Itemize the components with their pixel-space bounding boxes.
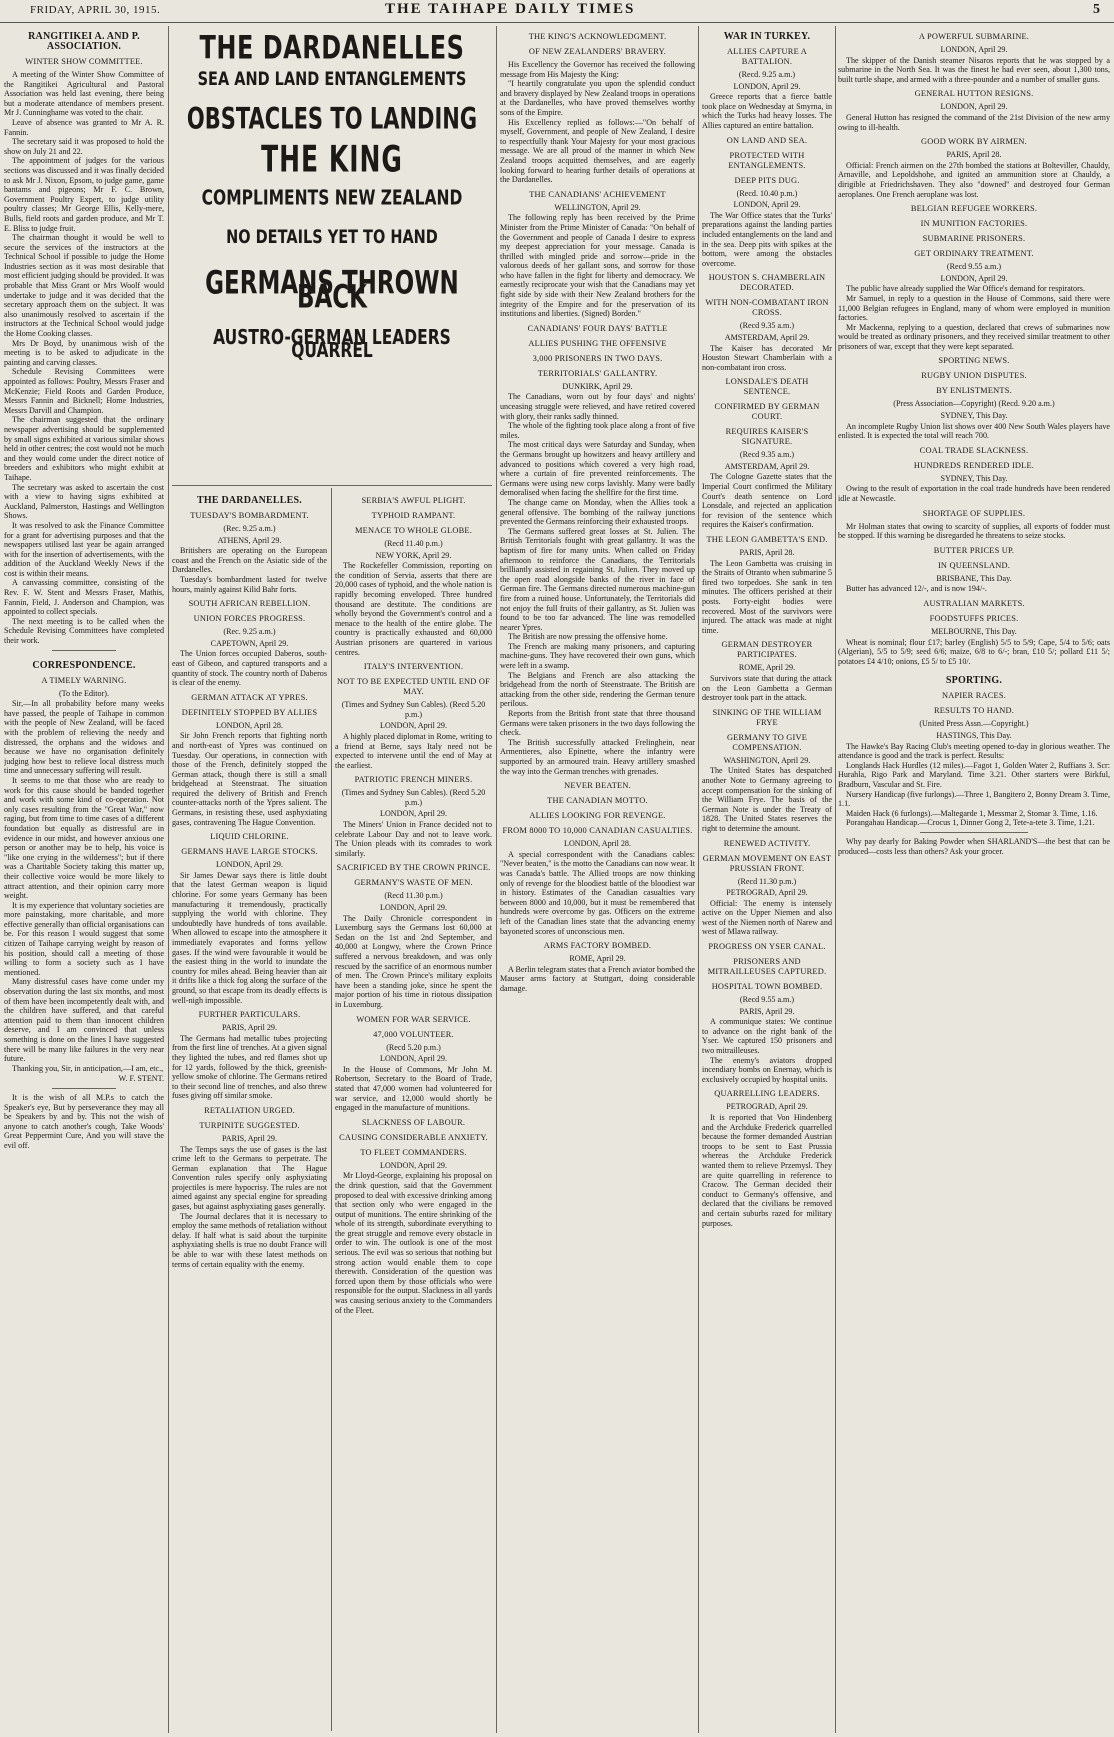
paragraph: Wheat is nominal; flour £17; barley (English) 5/5 to 5/9; Cape, 5/4 to 5/6; oats (Algerian), 5/5 to 5/9; seed 6/6; maize, 6/8 to 6/-; bran, £10 5/; pollard £11 5/; potatoes £4 4/10; onions, £5 5/ to £5 10/.	[838, 637, 1110, 666]
subheading: IN QUEENSLAND.	[937, 560, 1011, 570]
received-time: (Rec. 9.25 a.m.)	[223, 627, 276, 637]
dateline: LONDON, April 29.	[940, 45, 1008, 54]
signature: W. F. STENT.	[118, 1074, 164, 1084]
paragraph: The change came on Monday, when the Allies took a general offensive. The bombing of the railway junctions prevented the Germans reinforcing their exhausted troops.	[500, 497, 695, 527]
headline: RENEWED ACTIVITY.	[723, 838, 811, 848]
paragraph: The United States has despatched another Note to Germany agreeing to accept compensation for the sinking of the William Frye. The basis of the German Note is under the Treaty of 1828. The United States reserves the right to determine the amount.	[702, 766, 832, 833]
dateline: PETROGRAD, April 29.	[726, 888, 808, 898]
received-time: (Recd. 10.40 p.m.)	[736, 188, 798, 198]
paragraph: Owing to the result of exportation in the coal trade hundreds have been rendered idle at Newcastle.	[838, 484, 1110, 504]
headline: SINKING OF THE WILLIAM FRYE	[712, 707, 822, 727]
headline: SLACKNESS OF LABOUR.	[361, 1117, 466, 1127]
subheading: CAUSING CONSIDERABLE ANXIETY.	[339, 1132, 488, 1142]
headline: AUSTRALIAN MARKETS.	[923, 599, 1025, 608]
subheading: GERMAN MOVEMENT ON EAST PRUSSIAN FRONT.	[702, 853, 832, 873]
dateline: CAPETOWN, April 29.	[210, 638, 289, 648]
paragraph: The Canadians, worn out by four days' and nights' unceasing struggle were relieved, and have retired covered with glory, their ranks sadly thinned.	[500, 392, 695, 421]
headline: WOMEN FOR WAR SERVICE.	[356, 1014, 471, 1024]
dateline: DUNKIRK, April 29.	[562, 381, 633, 391]
paragraph: The Cologne Gazette states that the Imperial Court confirmed the Military Court's death sentence on Lord Lonsdale, and rejected an application for revision of the sentence which requires the Kaiser's confirmation.	[702, 472, 832, 530]
paragraph: The British are now pressing the offensive home.	[508, 632, 668, 642]
masthead	[0, 0, 1114, 23]
subheading: TUESDAY'S BOMBARDMENT.	[190, 511, 309, 520]
received-time: (Recd 9.55 a.m.)	[946, 262, 1002, 272]
headline: ARMS FACTORY BOMBED.	[543, 941, 652, 951]
headline: THE CANADIANS' ACHIEVEMENT	[529, 189, 666, 199]
column-5	[838, 30, 1110, 1731]
subheading: WITH NON-COMBATANT IRON CROSS.	[705, 298, 829, 318]
subheading: 47,000 VOLUNTEER.	[373, 1029, 454, 1039]
received-time: (Recd 9.35 a.m.)	[739, 450, 795, 460]
paragraph: The Germans suffered great losses at St. Julien. The British Territorials fought with great gallantry. It was the baptism of fire for many units. When called on Friday afternoon to reinforce the Canadians, the Territorials brilliantly assisted in regaining St. Julien. They moved up the open road alongside banks of the river in face of German fire. The Germans directed numerous machine-gun fire from a ruined house. Unfortunately, the Territorials did not enjoy the full fruits of their gallantry, as St. Julien was found to be too far advanced. The line was remodelled nearer Ypres.	[500, 526, 695, 632]
paragraph: Schedule Revising Committees were appointed as follows: Poultry, Messrs Fraser and McKenzie; Field Roots and Garden Produce, Messrs Fannin and Bicknell; Home Industries, Messrs Darvill and Champion.	[4, 367, 164, 415]
paragraph: A Berlin telegram states that a French aviator bombed the Mauser arms factory at Stuttgart, doing considerable damage.	[500, 964, 695, 993]
paragraph: The Temps says the use of gases is the last crime left to the Germans to perpetrate. The German explanation that The Hague Convention rules specify only asphyxiating projectiles is mere hypocrisy. The rules are not aimed against any special engine for spreading gases, but against asphyxiating gases generally.	[172, 1144, 327, 1212]
paragraph: In the House of Commons, Mr John M. Robertson, Secretary to the Board of Trade, stated that 47,000 women had volunteered for war service, and 12,000 would shortly be engaged in the manufacture of munitions.	[335, 1064, 492, 1113]
paragraph: A communique states: We continue to advance on the right bank of the Yser. We captured 150 prisoners and two mitrailleuses.	[702, 1017, 832, 1056]
paragraph: A canvassing committee, consisting of the Rev. F. W. Stent and Messrs Fraser, Mathis, Fannin, Field, J. Anderson and Champion, was appointed to collect specials.	[4, 578, 164, 617]
column-2b	[335, 492, 492, 1731]
dateline: ROME, April 29.	[738, 663, 796, 673]
banner-headline: THE DARDANELLES	[199, 30, 465, 67]
banner-headlines	[172, 30, 492, 480]
subheading: 3,000 PRISONERS IN TWO DAYS.	[532, 353, 663, 363]
headline: A POWERFUL SUBMARINE.	[918, 32, 1030, 41]
subheading: MENACE TO WHOLE GLOBE.	[355, 526, 472, 535]
paragraph: Mr Lloyd-George, explaining his proposal on the drink question, said that the Government proposed to deal with excessive drinking among that section only who were engaged in the output of munitions. The entire shrinking of the whole of its strength, subordinate everything to the great struggle and remove every obstacle in order to win. The outlook is one of the most serious. The evil was so serious that nothing but strong action would enable them to cope therewith. Consideration of the question was forced upon them by those officials who were responsible for the output. Slackness in all yards was causing serious anxiety to the Commanders of the Fleet.	[335, 1171, 492, 1315]
received-time: (Rec. 9.25 a.m.)	[223, 524, 276, 533]
dateline: PARIS, April 28.	[739, 548, 795, 558]
paragraph: It is my experience that voluntary societies are more painstaking, more charitable, and more effective generally than official organisations can be. For this reason I would suggest that some citizen of Taihape carrying weight by reason of his position, should call a meeting of those willing to form a society such as I have mentioned.	[4, 900, 164, 977]
column-2	[172, 30, 492, 1731]
paragraph: Longlands Hack Hurdles (12 miles).—Fagot 1, Golden Water 2, Ruffians 3. Scr: Hurahla, Rigo Park and Maryland. Time 3.21. Other starters were Birkful, Bradburn, Vascular and St. Fire.	[838, 760, 1110, 789]
paragraph: The Kaiser has decorated Mr Houston Stewart Chamberlain with a non-combatant iron cross.	[702, 343, 832, 372]
dateline: PARIS, April 29.	[739, 1006, 795, 1016]
paragraph: The secretary said it was proposed to hold the show on July 21 and 22.	[4, 137, 164, 156]
subheading: TURPINITE SUGGESTED.	[199, 1120, 300, 1130]
column-rule	[698, 26, 699, 1733]
headline: ITALY'S INTERVENTION.	[363, 662, 464, 672]
paragraph: The Miners' Union in France decided not to celebrate Labour Day and not to leave work. The Union pleads with its comrades to work similarly.	[335, 820, 492, 858]
paragraph: Mr Holman states that owing to scarcity of supplies, all exports of fodder must be stopped. If this warning be disregarded he threatens to seize stocks.	[838, 521, 1110, 541]
subheading: RESULTS TO HAND.	[933, 706, 1015, 716]
headline: SOUTH AFRICAN REBELLION.	[188, 599, 311, 609]
paragraph: The appointment of judges for the various sections was discussed and it was finally decided to ask Mr J. Nixon, Epsom, to judge game, game bantams and pigeons; Mr F. C. Brown, Government Poultry Expert, to judge utility poultry classes; Mr George Ellis, Kelly-mere, Bulls, field roots and garden produce, and Mr T. E. Bliss to judge fruit.	[4, 156, 164, 233]
subheading: GERMANY TO GIVE COMPENSATION.	[726, 732, 808, 752]
headline: SPORTING NEWS.	[938, 356, 1010, 366]
received-time: (United Press Assn.—Copyright.)	[919, 719, 1029, 729]
subheading: ALLIES LOOKING FOR REVENGE.	[529, 811, 666, 821]
paragraph: The whole of the fighting took place along a front of five miles.	[500, 421, 695, 440]
received-time: (Recd 9.55 a.m.)	[739, 995, 795, 1005]
subheading: DEEP PITS DUG.	[734, 175, 800, 185]
subheading: GERMANY'S WASTE OF MEN.	[354, 878, 473, 888]
headline: RANGITIKEI A. AND P. ASSOCIATION.	[28, 31, 140, 52]
subheading: CONFIRMED BY GERMAN COURT.	[714, 402, 820, 422]
headline: PROGRESS ON YSER CANAL.	[708, 942, 826, 952]
dateline: PETROGRAD, April 29.	[726, 1102, 808, 1112]
column-rule	[835, 26, 836, 1733]
received-time: (Recd 11.30 p.m.)	[737, 876, 797, 886]
subheading: HOSPITAL TOWN BOMBED.	[711, 982, 823, 992]
dateline: LONDON, April 29.	[216, 860, 283, 870]
divider	[172, 485, 492, 486]
headline: GERMAN ATTACK AT YPRES.	[191, 692, 308, 702]
received-time: (Recd 5.20 p.m.)	[386, 1042, 441, 1052]
paragraph: The chairman thought it would be well to secure the services of the instructors at the Technical School if possible to judge the Home Industries section as it was most desirable that most efficient judging should be provided. It was probable that Miss Grant or Mrs Woolf would undertake to judge and it was decided that the secretary approach them on the subject. It was also unanimously resolved to ascertain if the instructors at the Technical School would judge the Home Cooking classes.	[4, 233, 164, 339]
subheading: DEFINITELY STOPPED BY ALLIES	[181, 707, 318, 717]
subheading: PROTECTED WITH ENTANGLEMENTS.	[728, 150, 806, 170]
paragraph: The Daily Chronicle correspondent in Luxemburg says the Germans lost 60,000 at Sedan on the 1st and 2nd September, and 40,000 at Longwy, where the Crown Prince suffered a nervous breakdown, and was only rescued by the sacrifice of an enormous number of men. The Crown Prince's military exploits have been a standing joke, since he spent the major portion of his time in riotous dissipation in Luxemburg.	[335, 913, 492, 1009]
paragraph: Sir James Dewar says there is little doubt that the latest German weapon is liquid chlorine. For some years Germany has been manufacturing it tremendously, practically supplying the world with chlorine. They undoubtedly have hundreds of tons available. When allowed to escape into the atmosphere it immediately evaporates and forms yellow gases. If the wind were favourable it would be the easiest thing in the world to inundate the country for miles ahead. Being heavier than air it drifts like a thick fog along the surface of the ground, so that escape from its deadly effects is well-nigh impossible.	[172, 870, 327, 1005]
dateline: AMSTERDAM, April 29.	[724, 461, 810, 471]
headline: SACRIFICED BY THE CROWN PRINCE.	[336, 863, 491, 873]
headline: LONSDALE'S DEATH SENTENCE.	[725, 377, 809, 397]
paragraph: Official: The enemy is intensely active on the Upper Niemen and also west of the Niemen north of Narew and west of Mlawa railway.	[702, 898, 832, 937]
dateline: SYDNEY, This Day.	[940, 473, 1008, 483]
paragraph: Sir John French reports that fighting north and north-east of Ypres was continued on Tuesday. Our operations, in connection with those of the French, definitely stopped the German attack, though there is still a small bridgehead at Steenstraat. The situation required the delivery of British and French counter-attacks north of the Ypres salient. The Germans, in resisting these, used asphyxiating gases, contravening The Hague Convention.	[172, 731, 327, 827]
subheading: GET ORDINARY TREATMENT.	[914, 249, 1034, 259]
paragraph: The following reply has been received by the Prime Minister from the Prime Minister of Canada: "On behalf of the Government and people of Canada I desire to express my deepest appreciation for your message. Canada is thrilled with mingled pride and sorrow—pride in the valorous deeds of her gallant sons, and sorrow for those who have fallen in the fight for liberty and democracy. We earnestly reciprocate your wish that the Canadians may yet fight side by side with their New Zealand brothers for the integrity of the Empire and for the preservation of its institutions and liberties. (Signed) Borden."	[500, 213, 695, 319]
byline: (To the Editor).	[58, 688, 109, 698]
newspaper-title: THE TAIHAPE DAILY TIMES	[385, 1, 636, 17]
headline: QUARRELLING LEADERS.	[714, 1089, 820, 1099]
subheading: NAPIER RACES.	[941, 691, 1007, 701]
headline: BUTTER PRICES UP.	[933, 545, 1015, 555]
received-time: (Recd 11.30 p.m.)	[384, 891, 443, 901]
headline: THE KING'S ACKNOWLEDGMENT.	[528, 32, 667, 41]
banner-headline: AUSTRO-GERMAN LEADERS QUARREL	[213, 325, 451, 362]
paragraph: Tuesday's bombardment lasted for twelve hours, mainly against Kilid Bahr forts.	[172, 574, 327, 594]
paragraph: General Hutton has resigned the command of the 21st Division of the new army owing to ill-health.	[838, 112, 1110, 132]
banner-headline: THE KING	[261, 138, 403, 181]
column-1	[4, 30, 164, 1731]
headline: THE DARDANELLES.	[197, 495, 302, 506]
paragraph: Official: French airmen on the 27th bombed the stations at Bolteviller, Chauldy, Arnaville, and Lepoldshohe, and ignited an ammunition store at Chauldy, a dirigible at Friedrichshaven. They also "downed" and destroyed four German aeroplanes. One French aeroplane was lost.	[838, 160, 1110, 199]
subheading: BY ENLISTMENTS.	[936, 386, 1012, 396]
received-time: (Recd. 9.25 a.m.)	[738, 70, 796, 79]
paragraph: The chairman suggested that the ordinary newspaper advertising should be supplemented by small signs exhibited at various similar shows held in other centres; the cost would not be much and they would come under the direct notice of breeders and exhibitors who might exhibit at Taihape.	[4, 415, 164, 482]
headline: SHORTAGE OF SUPPLIES.	[922, 508, 1026, 518]
subheading: UNION FORCES PROGRESS.	[193, 614, 306, 624]
headline: CORRESPONDENCE.	[32, 659, 136, 671]
paragraph: The public have already supplied the War Office's demand for respirators.	[846, 284, 1085, 294]
column-3	[500, 30, 695, 1731]
paragraph: Leave of absence was granted to Mr A. R. Fannin.	[4, 117, 164, 137]
divider	[920, 832, 1029, 833]
headline: RETALIATION URGED.	[204, 1105, 295, 1115]
headline: PATRIOTIC FRENCH MINERS.	[354, 775, 473, 785]
dateline: PARIS, April 28.	[946, 150, 1002, 160]
dateline: SYDNEY, This Day.	[940, 411, 1008, 421]
dateline: LONDON, April 29.	[733, 200, 801, 210]
paragraph: The Germans had metallic tubes projecting from the first line of trenches. At a given signal they lighted the tubes, and red flames shot up for 12 yards, followed by the thick, greenish-yellow smoke of chlorine. The Germans retired to their second line of trenches, and also threw fuses giving off similar smoke.	[172, 1033, 327, 1101]
divider	[52, 1088, 116, 1089]
paragraph: The Union forces occupied Daberos, south-east of Gibeon, and captured transports and a quantity of stock. The country north of Daberos is clear of the enemy.	[172, 649, 327, 688]
headline: CANADIANS' FOUR DAYS' BATTLE	[527, 323, 668, 333]
paragraph: Britishers are operating on the European coast and the French on the Asiatic side of the Dardanelles.	[172, 546, 327, 575]
paragraph: An incomplete Rugby Union list shows over 400 New South Wales players have enlisted. It is expected the total will reach 700.	[838, 421, 1110, 441]
subheading: FOODSTUFFS PRICES.	[929, 614, 1019, 623]
headline: ON LAND AND SEA.	[726, 135, 808, 145]
column-rule	[331, 488, 332, 1731]
headline: FURTHER PARTICULARS.	[198, 1010, 301, 1020]
headline: BELGIAN REFUGEE WORKERS.	[910, 204, 1038, 214]
paragraph: It was resolved to ask the Finance Committee for a grant for advertising purposes and that the newspapers utilised last year be again arranged with for the insertion of advertisements, with the addition of the Auckland Weekly News if the cost is within their means.	[4, 520, 164, 578]
paragraph: The next meeting is to be called when the Schedule Revising Committees have completed their work.	[4, 616, 164, 646]
divider	[52, 650, 116, 651]
paragraph: Mr Samuel, in reply to a question in the House of Commons, said there were 11,000 Belgian refugees in England, many of whom were employed in munition factories.	[838, 293, 1110, 323]
subheading: OF NEW ZEALANDERS' BRAVERY.	[528, 47, 667, 56]
paragraph: Nursery Handicap (five furlongs).—Three 1, Bangitero 2, Bonny Dream 3. Time, 1.1.	[838, 789, 1110, 809]
paragraph: Maiden Hack (6 furlongs).—Maltegarde 1, Messmar 2, Stomar 3. Time, 1.16.	[846, 808, 1098, 818]
banner-headline: SEA AND LAND ENTANGLEMENTS	[197, 68, 467, 90]
dateline: LONDON, April 29.	[380, 1054, 447, 1064]
subheading: FROM 8000 TO 10,000 CANADIAN CASUALTIES.	[502, 826, 693, 836]
paragraph: Mr Mackenna, replying to a question, declared that crews of submarines now would be treated as ordinary prisoners, and they received similar treatment to other prisoners of war, except that they were kept separated.	[838, 322, 1110, 351]
dateline: PARIS, April 29.	[221, 1133, 278, 1143]
dateline: LONDON, April 28.	[216, 720, 283, 730]
paragraph: A special correspondent with the Canadians cables: "Never beaten," is the motto the Canadians can now wear. It was Canada's battle. The Allied troops are now thinking only of revenge for the bloodiest battle of the bloodiest war in history. Estimates of the Canadian casualties vary between 8000 and 10,000, but it must be remembered that hundreds were overcome by gas. Officers on the extreme left of the Canadian lines state that the advancing enemy bayoneted scores of unconscious men.	[500, 849, 695, 936]
column-rule	[496, 26, 497, 1733]
received-time: (Press Association—Copyright) (Recd. 9.20 a.m.)	[893, 399, 1055, 409]
subheading: ALLIES PUSHING THE OFFENSIVE	[528, 338, 667, 348]
subheading: THE CANADIAN MOTTO.	[547, 796, 648, 806]
paragraph: It seems to me that those who are ready to work for this cause should be banded together and work with some kind of co-operation. Not only cases resulting from the "Great War," now raging, but from time to time cases of a different foundation but equally as distressful are in evidence in our midst, and however anxious one person or another may be to help, his voice is "like one crying in the wilderness"; but if there was a Charitable Society taking this matter up, their collective voice would be more likely to attract attention, and their opinion carry more weight.	[4, 775, 164, 901]
banner-headline: OBSTACLES TO LANDING	[186, 102, 478, 136]
paragraph: Thanking you, Sir, in anticipation,—I am, etc.,	[12, 1063, 164, 1073]
paragraph: The French are making many prisoners, and capturing machine-guns. They have recovered their own guns, which were left in a swamp.	[500, 641, 695, 671]
paragraph: Greece reports that a fierce battle took place on Wednesday at Smyrna, in which the Turks had heavy losses. The Allies captured an entire battalion.	[702, 92, 832, 130]
dateline: ROME, April 29.	[569, 954, 626, 964]
subheading: TO FLEET COMMANDERS.	[360, 1147, 467, 1157]
advertisement: It is the wish of all M.P.s to catch the Speaker's eye, But by perseverance they may all be Speakers by and by. This not the wish of anyone to catch another's cough, Take Woods' Great Peppermint Cure, And you will stave the evil off.	[4, 1092, 164, 1150]
subheading: ALLIES CAPTURE A BATTALION.	[727, 47, 807, 66]
subheading: PRISONERS AND MITRAILLEUSES CAPTURED.	[707, 957, 827, 977]
paragraph: It is reported that Von Hindenberg and the Archduke Frederick quarrelled because the former demanded Austrian troops to be sent to East Prussia whereas the Archduke Frederick wanted them to relieve Przemysl. They are quite quarrelling in reference to Cracow. The German decided their conduct to Germany's offensive, and declared that the civilians be removed and certain suburbs razed for military purposes.	[702, 1113, 832, 1228]
headline: COAL TRADE SLACKNESS.	[919, 445, 1029, 455]
subheading: RUGBY UNION DISPUTES.	[921, 371, 1027, 381]
headline: SPORTING.	[945, 675, 1003, 687]
dateline: LONDON, April 29.	[733, 81, 801, 91]
headline: NEVER BEATEN.	[564, 781, 631, 791]
headline: GENERAL HUTTON RESIGNS.	[914, 89, 1034, 99]
paragraph: Many distressful cases have come under my observation during the last six months, and most of them have been incompetently dealt with, and the children have suffered, and that careful attention paid to them than innocent children deserve, and I am convinced that unless something is done on the lines I have suggested there will be many like failures in the very near future.	[4, 977, 164, 1064]
headline: THE LEON GAMBETTA'S END.	[706, 535, 828, 545]
banner-headline: COMPLIMENTS NEW ZEALAND	[201, 186, 463, 210]
headline: WAR IN TURKEY.	[723, 31, 811, 42]
received-time: (Recd 9.35 a.m.)	[739, 321, 795, 331]
dateline: LONDON, April 29.	[380, 903, 447, 913]
dateline: LONDON, April 29.	[380, 809, 447, 819]
subheading: IN MUNITION FACTORIES.	[920, 219, 1028, 229]
paragraph: The Hawke's Bay Racing Club's meeting opened to-day in glorious weather. The attendance is good and the track is perfect. Results:	[838, 741, 1110, 761]
dateline: MELBOURNE, This Day.	[931, 627, 1017, 636]
paragraph: His Excellency replied as follows:—"On behalf of myself, Government, and people of New Zealand, I desire to respectfully thank Your Majesty for your most gracious message. We are all proud of the manner in which New Zealand troops acquitted themselves, and are eagerly looking forward to hearing further details of operations at the Dardanelles.	[500, 117, 695, 185]
headline: LIQUID CHLORINE.	[210, 832, 289, 842]
paragraph: His Excellency the Governor has received the following message from His Majesty the King:	[500, 60, 695, 79]
paragraph: Survivors state that during the attack on the Leon Gambetta a German destroyer took part in the attack.	[702, 673, 832, 703]
column-4	[702, 30, 832, 1731]
dateline: PARIS, April 29.	[221, 1023, 278, 1033]
paragraph: The War Office states that the Turks' preparations against the landing parties included entanglements on the land and in the sea. Deep pits with spikes at the bottom, were among the obstacles overcome.	[702, 210, 832, 268]
column-2a	[172, 492, 327, 1731]
subheading: GERMANS HAVE LARGE STOCKS.	[181, 847, 318, 857]
paragraph: Sir,—In all probability before many weeks have passed, the people of Taihape in common with the people of New Zealand, will be faced with the problem of relieving the needy and distressed, the orphans and the widows and because we have no organisation definitely judging how best to relieve local distress much time and unnecessary suffering will result.	[4, 699, 164, 776]
dateline: LONDON, April 28.	[564, 839, 631, 849]
issue-date: FRIDAY, APRIL 30, 1915.	[30, 4, 161, 16]
received-time: (Times and Sydney Sun Cables). (Recd 5.20 p.m.)	[341, 700, 486, 719]
received-time: (Times and Sydney Sun Cables). (Recd 5.20 p.m.)	[341, 788, 486, 807]
paragraph: A meeting of the Winter Show Committee of the Rangitikei Agricultural and Pastoral Association was held last evening, there being but a moderate attendance of members present. Mr J. Cunninghame was voted to the chair.	[4, 70, 164, 118]
dateline: LONDON, April 29.	[940, 102, 1008, 112]
paragraph: Reports from the British front state that three thousand Germans were taken prisoners in the two days following the check.	[500, 709, 695, 738]
banner-headline: GERMANS THROWN BACK	[205, 265, 459, 315]
dateline: NEW YORK, April 29.	[375, 550, 452, 560]
subheading: REQUIRES KAISER'S SIGNATURE.	[725, 427, 809, 447]
paragraph: The skipper of the Danish steamer Nisaros reports that he was stopped by a submarine in the North Sea. It was the finest he had ever seen, about 1,300 tons, built turtle shape, and armed with a three-pounder and a number of smaller guns.	[838, 55, 1110, 84]
dateline: HASTINGS, This Day.	[936, 730, 1012, 740]
paragraph: Butter has advanced 12/-, and is now 194/-.	[846, 584, 987, 594]
headline: GERMAN DESTROYER PARTICIPATES.	[721, 640, 813, 660]
paragraph: A highly placed diplomat in Rome, writing to a friend at Berne, says Italy need not be expected to intervene until the end of May at the earliest.	[335, 731, 492, 770]
paragraph: The enemy's aviators dropped incendiary bombs on Enernay, which is exclusively occupied by hospital units.	[702, 1055, 832, 1084]
subheading: TERRITORIALS' GALLANTRY.	[537, 368, 658, 378]
banner-headline: NO DETAILS YET TO HAND	[226, 227, 438, 249]
paragraph: The Belgians and French are also attacking the bridgehead from the north of Steenstraate. The British are attacking from the other side, rendering the German tenure perilous.	[500, 670, 695, 709]
subheading: A TIMELY WARNING.	[41, 675, 127, 685]
paragraph: The British successfully attacked Frelinghein, near Armentieres, also Epinette, where the infantry were supported by an armoured train. Heavy artillery smashed the way into the German trenches with grenades.	[500, 737, 695, 776]
subheading: NOT TO BE EXPECTED UNTIL END OF MAY.	[337, 677, 490, 697]
headline: SERBIA'S AWFUL PLIGHT.	[361, 496, 466, 505]
paragraph: The secretary was asked to ascertain the cost with a view to having signs exhibited at Auckland, Palmerston, Hastings and Wellington Shows.	[4, 482, 164, 521]
dateline: ATHENS, April 29.	[217, 535, 282, 545]
paragraph: Porangahau Handicap.—Crocus 1, Dinner Gong 2, Tete-a-tete 3. Time, 1.21.	[846, 818, 1095, 828]
paragraph: The Leon Gambetta was cruising in the Straits of Otranto when submarine 5 fired two torpedoes. She sank in ten minutes. The officers perished at their posts. Forty-eight bodies were recovered. Most of the survivors were injured. The attack was made at night time.	[702, 558, 832, 635]
headline: GOOD WORK BY AIRMEN.	[921, 137, 1027, 147]
dateline: BRISBANE, This Day.	[936, 573, 1012, 583]
subheading: WINTER SHOW COMMITTEE.	[25, 57, 143, 66]
headline: HOUSTON S. CHAMBERLAIN DECORATED.	[708, 273, 826, 293]
subheading: HUNDREDS RENDERED IDLE.	[913, 460, 1035, 470]
dateline: WELLINGTON, April 29.	[554, 202, 641, 212]
paragraph: Mrs Dr Boyd, by unanimous wish of the meeting is to be asked to adjudicate in the painting and carving classes.	[4, 338, 164, 367]
column-rule	[168, 26, 169, 1733]
dateline: LONDON, April 29.	[940, 273, 1008, 283]
dateline: LONDON, April 29.	[380, 1160, 447, 1170]
page-number: 5	[1093, 2, 1100, 17]
advertisement: Why pay dearly for Baking Powder when SHARLAND'S—the best that can be produced—costs less than others? Ask your grocer.	[838, 836, 1110, 856]
subheading: SUBMARINE PRISONERS.	[922, 234, 1026, 244]
dateline: WASHINGTON, April 29.	[723, 755, 811, 765]
dateline: AMSTERDAM, April 29.	[724, 332, 810, 342]
paragraph: "I heartily congratulate you upon the splendid conduct and bravery displayed by New Zealand troops in operations at the Dardanelles, who have proved themselves worthy sons of the Empire.	[500, 79, 695, 117]
paragraph: The Rockefeller Commission, reporting on the condition of Servia, asserts that there are 20,000 cases of typhoid, and the whole nation is rapidly becoming enveloped. Three hundred thousand are destitute. The conditions are wholly beyond the Government's control and a menace to the health of the entire globe. The country is practically exhausted and 60,000 Austrian prisoners are quartered in various centres.	[335, 561, 492, 657]
paragraph: The Journal declares that it is necessary to employ the same methods of retaliation without delay. If half what is said about the turpinite asphyxiating shells is true no doubt France will be able to war with these latest methods on terms of certain equality with the enemy.	[172, 1211, 327, 1269]
received-time: (Recd 11.40 p.m.)	[384, 539, 443, 548]
dateline: LONDON, April 29.	[380, 721, 447, 731]
subheading: TYPHOID RAMPANT.	[371, 511, 456, 520]
paragraph: The most critical days were Saturday and Sunday, when the Germans brought up howitzers and heavy artillery and advanced to positions which covered a very high road, where a curtain of fire prevented reinforcements. The Germans were using new corps lavishly. Many were badly demoralised when facing the shellfire for the first time.	[500, 440, 695, 498]
